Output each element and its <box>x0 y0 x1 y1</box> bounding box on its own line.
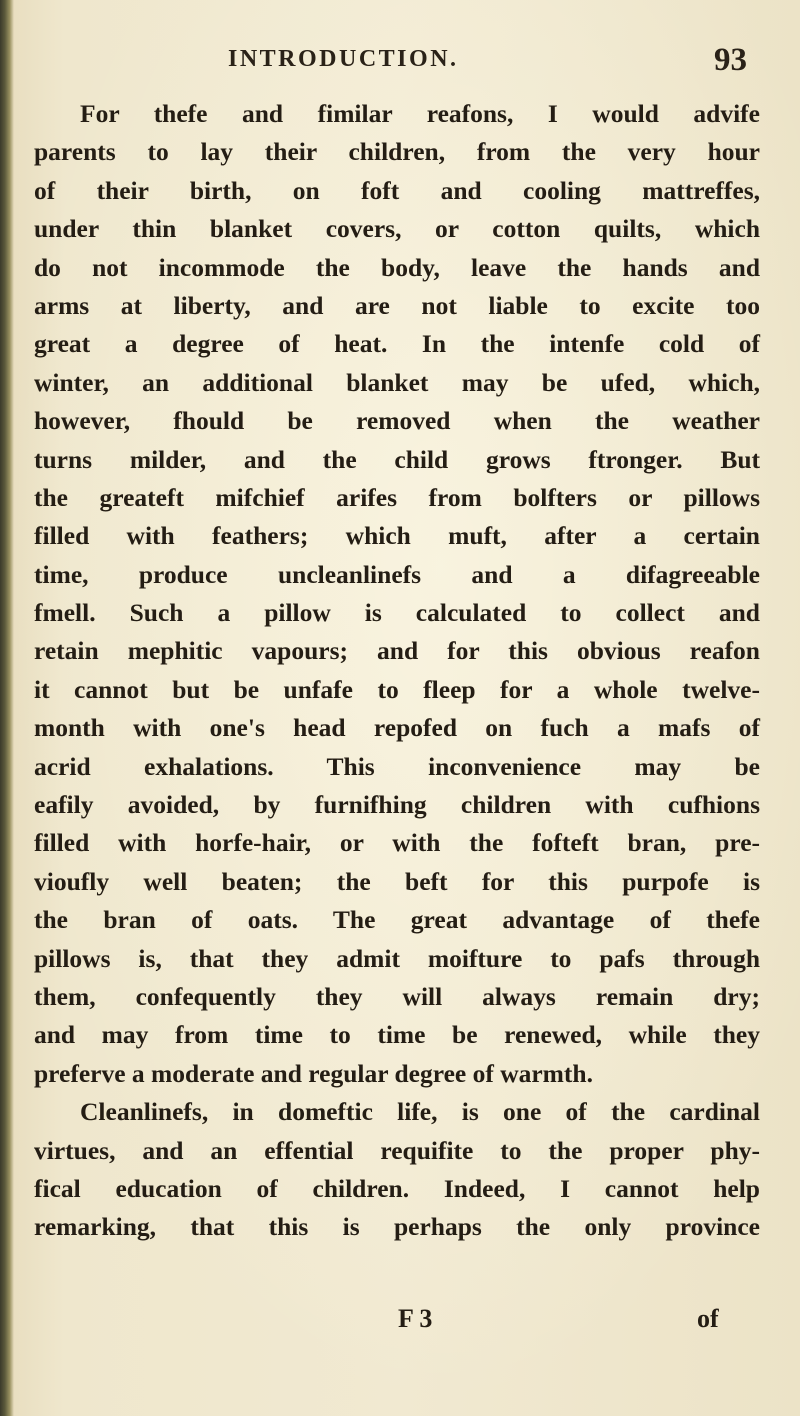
text-line: eafily avoided, by furnifhing children with cufhions <box>34 790 760 820</box>
text-line: do not incommode the body, leave the hands and <box>34 252 760 282</box>
text-line: turns milder, and the child grows ftronger. But <box>34 444 760 474</box>
signature-mark: F 3 <box>398 1304 433 1333</box>
text-line: month with one's head repofed on fuch a mafs of <box>34 713 760 743</box>
page-header <box>0 42 800 82</box>
text-line: filled with feathers; which muft, after a certain <box>34 521 760 551</box>
text-line: great a degree of heat. In the intenfe cold of <box>34 329 760 359</box>
text-line: remarking, that this is perhaps the only province <box>34 1212 760 1242</box>
text-line: the bran of oats. The great advantage of thefe <box>34 905 760 935</box>
text-line: them, confequently they will always remain dry; <box>34 981 760 1011</box>
body-text <box>20 95 760 1247</box>
page-number: 93 <box>714 42 747 78</box>
text-line: and may from time to time be renewed, while they <box>34 1020 760 1050</box>
page-footer <box>0 1302 800 1342</box>
binding-gutter <box>0 0 14 1416</box>
text-line: Cleanlinefs, in domeftic life, is one of the cardinal <box>80 1097 760 1127</box>
text-line: For thefe and fimilar reafons, I would advife <box>80 99 760 128</box>
text-line: fmell. Such a pillow is calculated to collect and <box>34 598 760 628</box>
text-line: filled with horfe-hair, or with the fofteft bran, pre- <box>34 828 760 858</box>
catchword: of <box>697 1304 719 1333</box>
text-line: time, produce uncleanlinefs and a difagreeable <box>34 559 760 589</box>
text-line: parents to lay their children, from the very hour <box>34 137 760 167</box>
text-line: it cannot but be unfafe to fleep for a whole twelve- <box>34 674 760 704</box>
text-line: acrid exhalations. This inconvenience may be <box>34 751 760 781</box>
text-line: the greateft mifchief arifes from bolfters or pillows <box>34 482 760 512</box>
text-line: vioufly well beaten; the beft for this purpofe is <box>34 866 760 896</box>
text-line: winter, an additional blanket may be ufed, which, <box>34 367 760 397</box>
text-line: pillows is, that they admit moifture to pafs through <box>34 943 760 973</box>
text-line: under thin blanket covers, or cotton quilts, which <box>34 214 760 244</box>
text-line: arms at liberty, and are not liable to excite too <box>34 290 760 320</box>
text-line: retain mephitic vapours; and for this obvious reafon <box>34 636 760 666</box>
text-line: virtues, and an effential requifite to the proper phy- <box>34 1135 760 1165</box>
text-line: preferve a moderate and regular degree of warmth. <box>34 1058 593 1088</box>
text-line: of their birth, on foft and cooling mattreffes, <box>34 175 760 205</box>
running-head: INTRODUCTION. <box>228 46 459 72</box>
text-line: fical education of children. Indeed, I cannot help <box>34 1173 760 1203</box>
text-line: however, fhould be removed when the weather <box>34 406 760 436</box>
